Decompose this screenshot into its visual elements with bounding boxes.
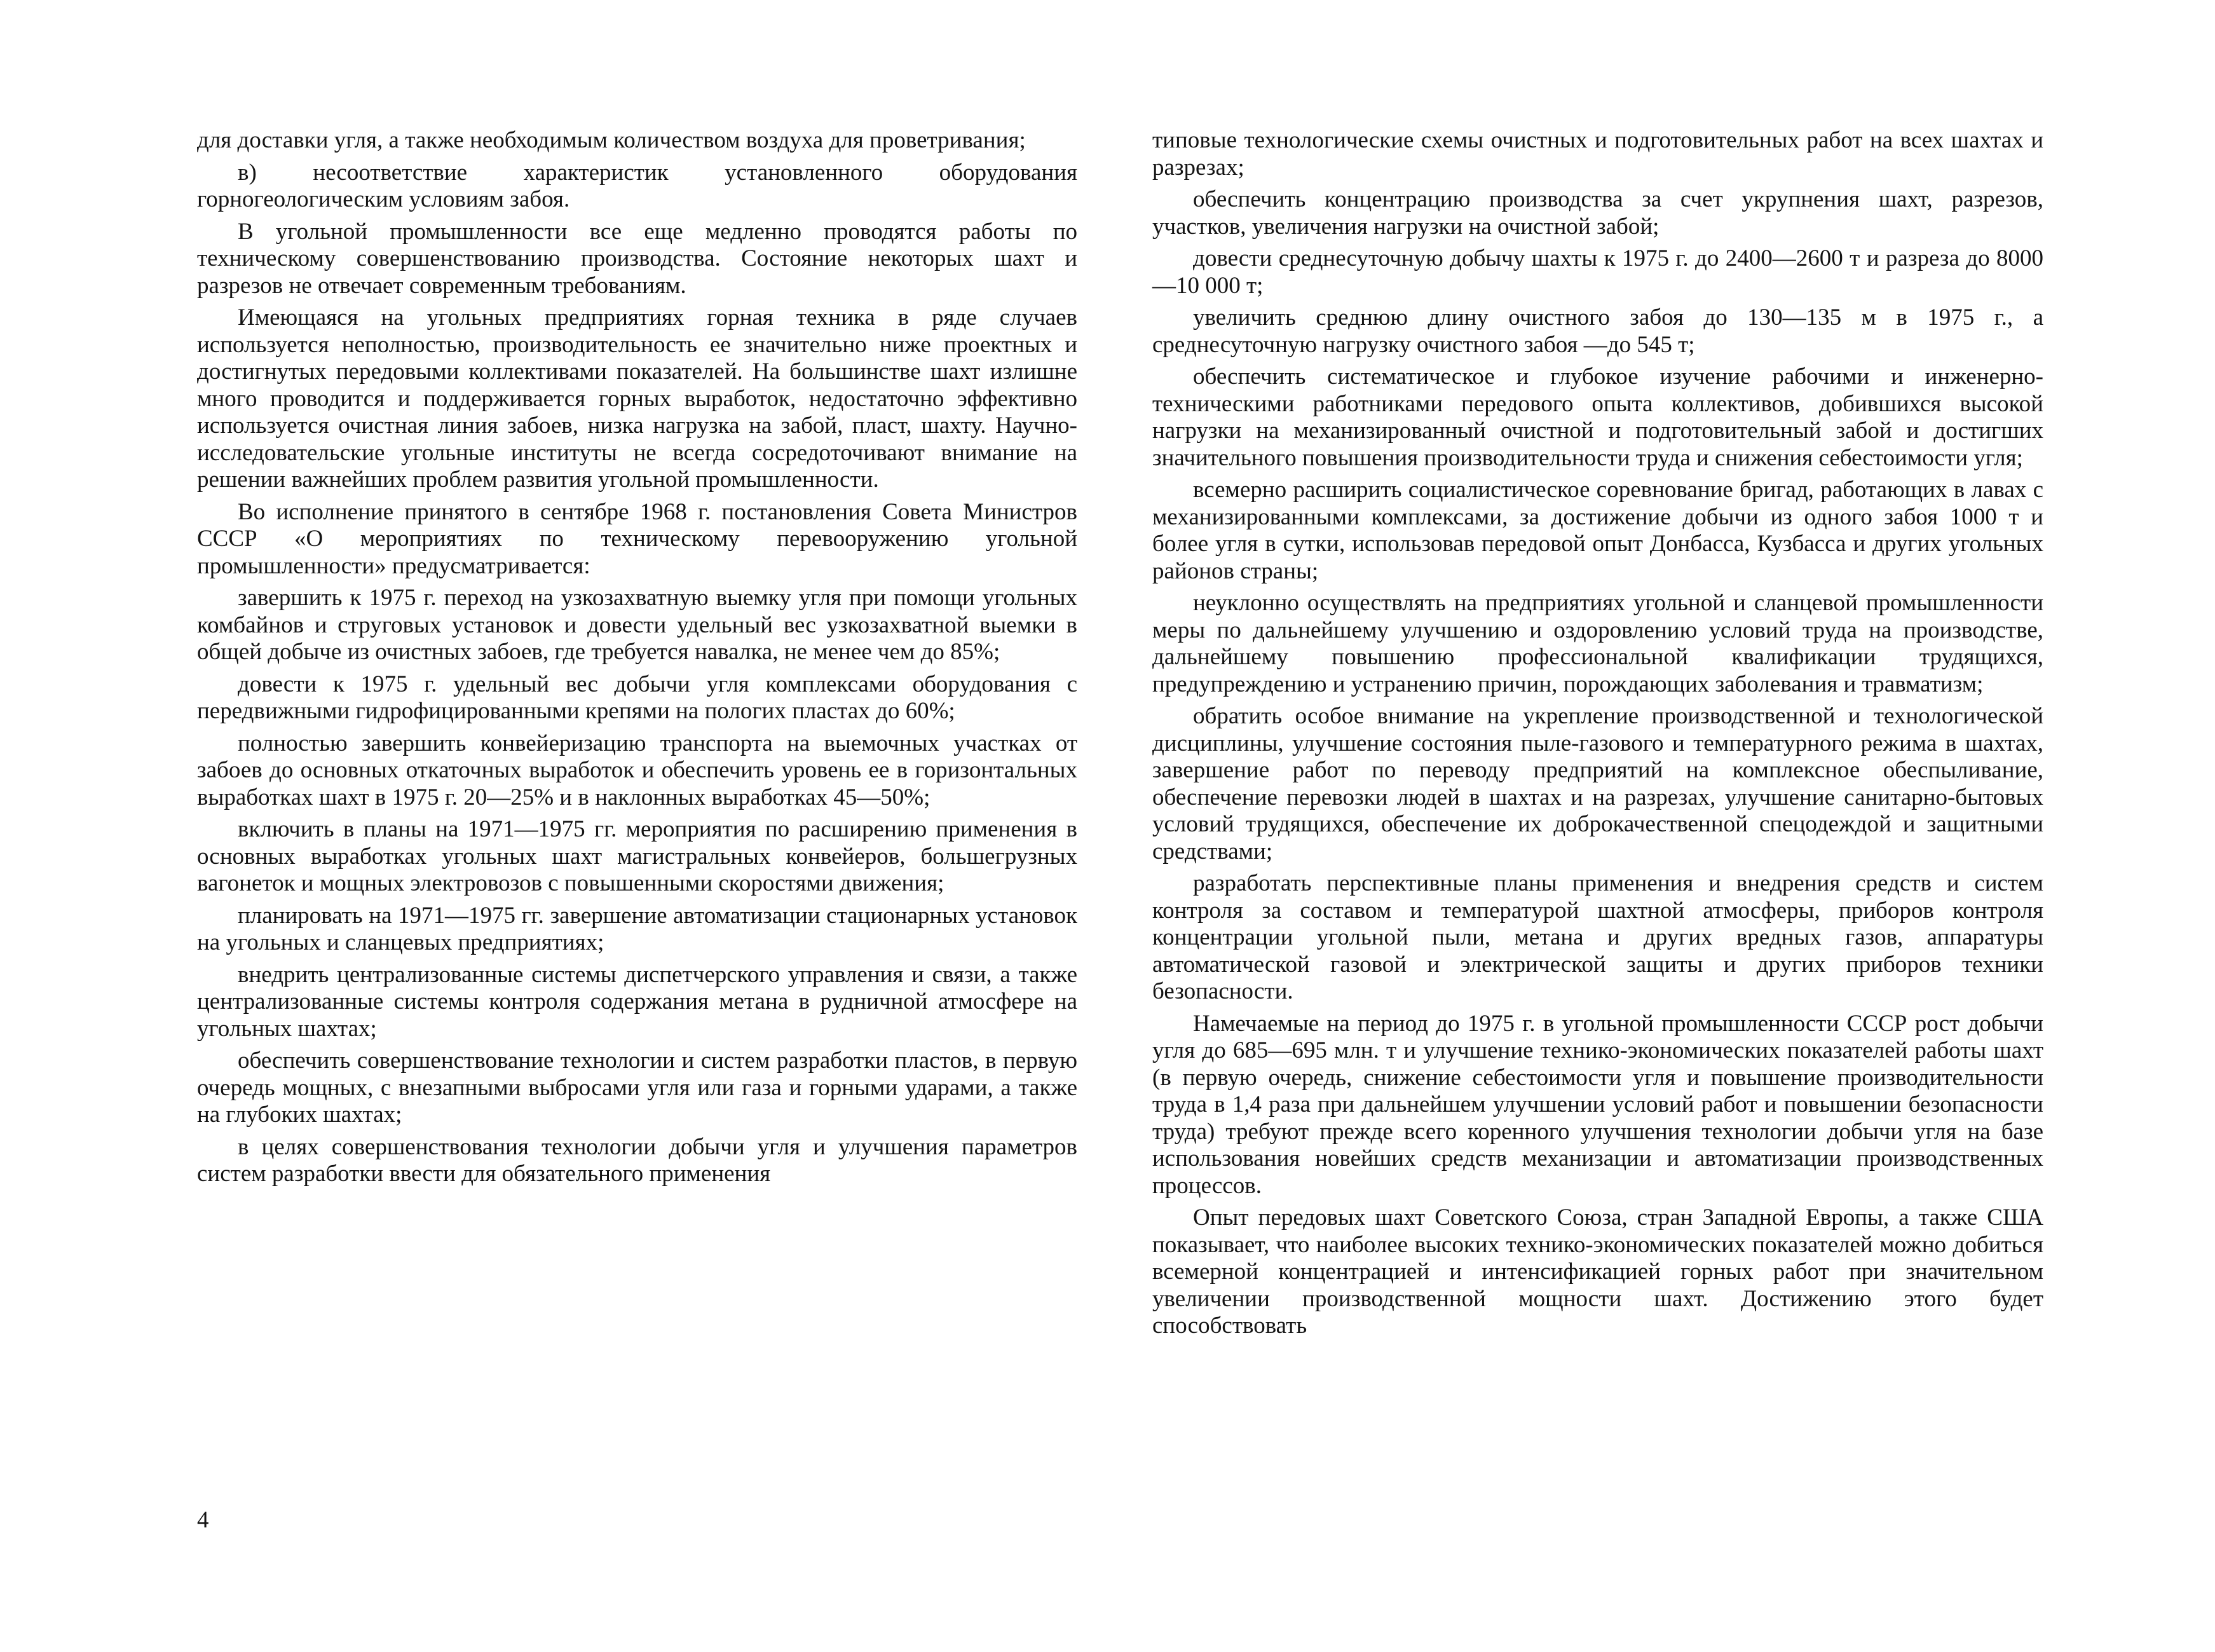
list-item: обеспечить концентрацию производства за счет укрупнения шахт, разрезов, участков, увеличения нагрузки на очистной забой; bbox=[1152, 186, 2043, 240]
paragraph: для доставки угля, а также необходимым количеством воздуха для проветривания; bbox=[197, 127, 1026, 153]
paragraph: в) несоответствие характеристик установленного оборудования горногеологическим условиям забоя. bbox=[197, 159, 1077, 212]
paragraph: Намечаемые на период до 1975 г. в угольной промышленности СССР рост добычи угля до 685—695 млн. т и улучшение технико-экономических показателей работы шахт (в первую очередь, снижение себестоимости угля и повышение производительности труда в 1,4 раза при дальнейшем улучшении условий работ и повышении безопасности труда) требуют прежде всего коренного улучшения технологии добычи угля на базе использования новейших средств механизации и автоматизации производственных процессов. bbox=[1152, 1010, 2043, 1199]
list-item: всемерно расширить социалистическое соревнование бригад, работающих в лавах с механизированными комплексами, за достижение добычи из одного забоя 1000 т и более угля в сутки, использовав передовой опыт Донбасса, Кузбасса и других угольных районов страны; bbox=[1152, 477, 2043, 584]
list-item: полностью завершить конвейеризацию транспорта на выемочных участках от забоев до основных откаточных выработок и обеспечить уровень ее в горизонтальных выработках шахт в 1975 г. 20—25% и в наклонных выработках 45—50%; bbox=[197, 730, 1077, 810]
list-item: обратить особое внимание на укрепление производственной и технологической дисциплины, улучшение состояния пыле-газового и температурного режима в шахтах, завершение работ по переводу предприятий на комплексное обеспыливание, обеспечение перевозки людей в шахтах и на разрезах, улучшение санитарно-бытовых условий трудящихся, обеспечение их доброкачественной спецодеждой и защитными средствами; bbox=[1152, 703, 2043, 864]
paragraph: типовые технологические схемы очистных и подготовительных работ на всех шахтах и разрезах; bbox=[1152, 127, 2043, 181]
list-item: разработать перспективные планы применения и внедрения средств и систем контроля за составом и температурой шахтной атмосферы, приборов контроля концентрации угольной пыли, метана и других вредных газов, аппаратуры автоматической газовой и электрической защиты и других приборов техники безопасности. bbox=[1152, 870, 2043, 1004]
page-number: 4 bbox=[197, 1507, 209, 1533]
list-item: включить в планы на 1971—1975 гг. мероприятия по расширению применения в основных выработках угольных шахт магистральных конвейеров, большегрузных вагонеток и мощных электровозов с повышенными скоростями движения; bbox=[197, 816, 1077, 896]
list-item: в целях совершенствования технологии добычи угля и улучшения параметров систем разработки ввести для обязательного применения bbox=[197, 1133, 1077, 1187]
left-text-column bbox=[197, 127, 1077, 1193]
right-text-column bbox=[1152, 127, 2043, 1345]
paragraph: В угольной промышленности все еще медленно проводятся работы по техническому совершенствованию производства. Состояние некоторых шахт и разрезов не отвечает современным требованиям. bbox=[197, 218, 1077, 299]
list-item: обеспечить систематическое и глубокое изучение рабочими и инженерно-техническими работниками передового опыта коллективов, добившихся высокой нагрузки на механизированный очистной и подготовительный забой и достигших значительного повышения производительности труда и снижения себестоимости угля; bbox=[1152, 364, 2043, 471]
paragraph: Во исполнение принятого в сентябре 1968 г. постановления Совета Министров СССР «О мероприятиях по техническому перевооружению угольной промышленности» предусматривается: bbox=[197, 498, 1077, 579]
paragraph: Имеющаяся на угольных предприятиях горная техника в ряде случаев используется неполностью, производительность ее значительно ниже проектных и достигнутых передовыми коллективами показателей. На большинстве шахт излишне много проводится и поддерживается горных выработок, недостаточно эффективно используется очистная линия забоев, низка нагрузка на забой, пласт, шахту. Научно-исследовательские угольные институты не всегда сосредоточивают внимание на решении важнейших проблем развития угольной промышленности. bbox=[197, 304, 1077, 493]
list-item: неуклонно осуществлять на предприятиях угольной и сланцевой промышленности меры по дальнейшему улучшению и оздоровлению условий труда на производстве, дальнейшему повышению профессиональной квалификации трудящихся, предупреждению и устранению причин, порождающих заболевания и травматизм; bbox=[1152, 590, 2043, 697]
list-item: увеличить среднюю длину очистного забоя до 130—135 м в 1975 г., а среднесуточную нагрузку очистного забоя —до 545 т; bbox=[1152, 304, 2043, 358]
paragraph: Опыт передовых шахт Советского Союза, стран Западной Европы, а также США показывает, что наиболее высоких технико-экономических показателей можно добиться всемерной концентрацией и интенсификацией горных работ при значительном увеличении производственной мощности шахт. Достижению этого будет способствовать bbox=[1152, 1205, 2043, 1339]
list-item: довести к 1975 г. удельный вес добычи угля комплексами оборудования с передвижными гидрофицированными крепями на пологих пластах до 60%; bbox=[197, 671, 1077, 724]
list-item: завершить к 1975 г. переход на узкозахватную выемку угля при помощи угольных комбайнов и струговых установок и довести удельный вес узкозахватной выемки в общей добыче из очистных забоев, где требуется навалка, не менее чем до 85%; bbox=[197, 585, 1077, 665]
list-item: обеспечить совершенствование технологии и систем разработки пластов, в первую очередь мощных, с внезапными выбросами угля или газа и горными ударами, а также на глубоких шахтах; bbox=[197, 1048, 1077, 1128]
list-item: довести среднесуточную добычу шахты к 1975 г. до 2400—2600 т и разреза до 8000—10 000 т; bbox=[1152, 245, 2043, 299]
list-item: планировать на 1971—1975 гг. завершение автоматизации стационарных установок на угольных и сланцевых предприятиях; bbox=[197, 902, 1077, 955]
list-item: внедрить централизованные системы диспетчерского управления и связи, а также централизованные системы контроля содержания метана в рудничной атмосфере на угольных шахтах; bbox=[197, 961, 1077, 1042]
